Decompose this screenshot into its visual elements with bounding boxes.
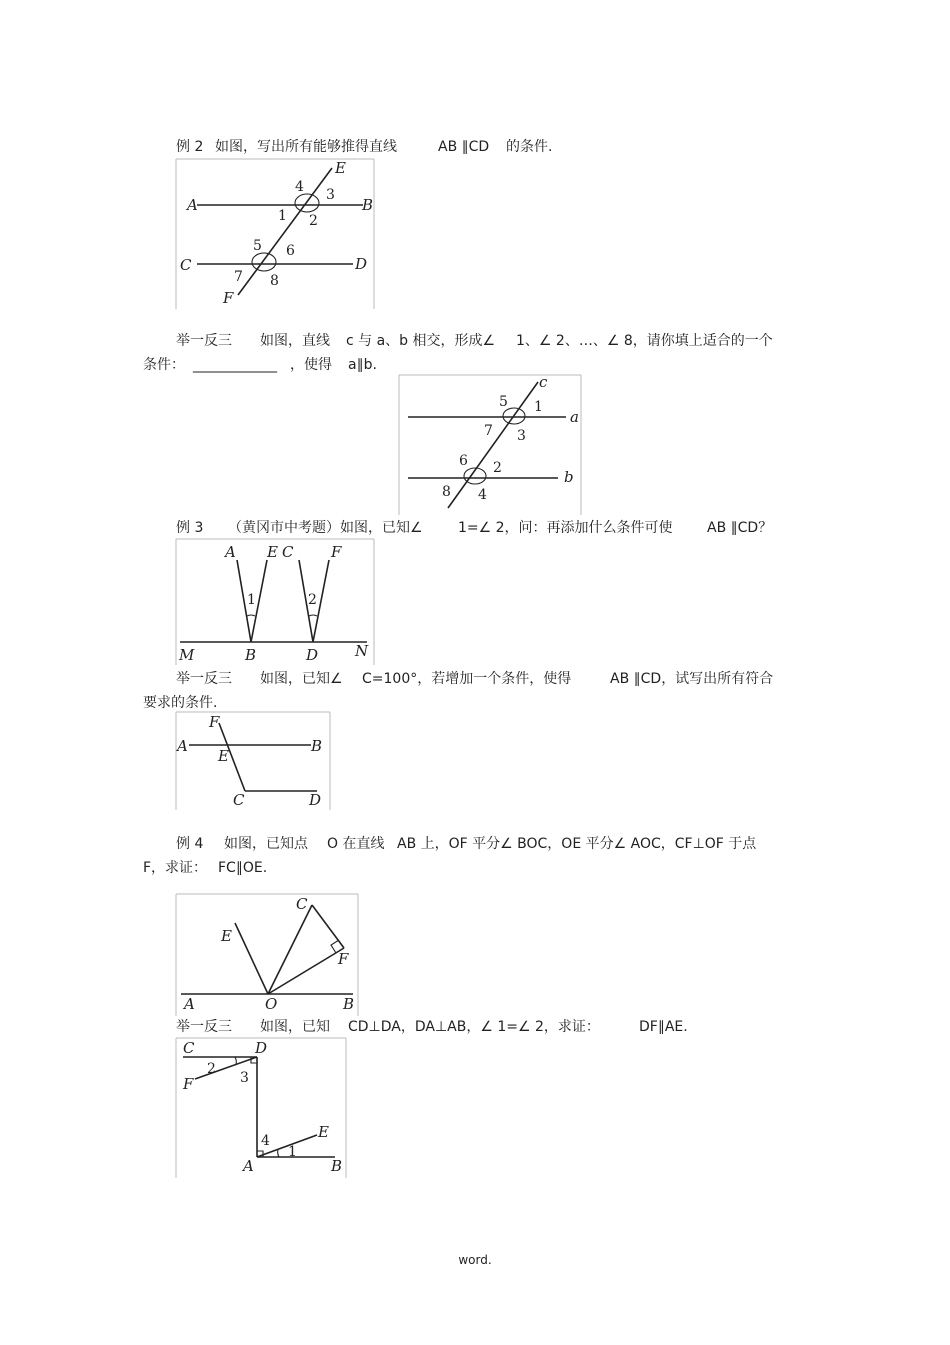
point-D-label: D	[255, 1039, 268, 1057]
point-A-label: A	[177, 737, 188, 755]
angle-3-label: 3	[326, 187, 335, 203]
practice-2-line2: 要求的条件.	[143, 695, 218, 711]
figure-practice-3	[175, 1037, 347, 1179]
point-F-label: F	[331, 543, 342, 561]
angle-6-label: 6	[459, 453, 468, 469]
point-B-label: B	[331, 1157, 343, 1175]
point-A-label: A	[243, 1157, 254, 1175]
point-D-label: D	[355, 255, 368, 273]
line-c-label: c	[539, 374, 548, 391]
point-D-label: D	[309, 791, 322, 809]
practice-1-line1a: 如图，直线	[260, 333, 330, 349]
line-b-label: b	[564, 468, 574, 486]
point-D-label: D	[306, 646, 319, 664]
example-4-line1b: O 在直线	[327, 836, 385, 852]
angle-7-label: 7	[484, 423, 493, 439]
point-O-label: O	[265, 995, 278, 1013]
angle-4-label: 4	[295, 179, 304, 195]
point-A-label: A	[225, 543, 236, 561]
practice-1-line1b: c 与 a、b 相交，形成∠	[346, 333, 496, 349]
angle-1-label: 1	[247, 592, 256, 608]
practice-2-label: 举一反三	[176, 671, 232, 687]
point-C-label: C	[282, 543, 294, 561]
example-4-line2b: FC∥OE.	[218, 860, 268, 876]
angle-4-label: 4	[478, 487, 487, 503]
practice-3-line1c: DF∥AE.	[639, 1019, 688, 1035]
point-E-label: E	[318, 1123, 329, 1141]
point-E-label: E	[267, 543, 278, 561]
point-A-label: A	[187, 196, 198, 214]
angle-2-label: 2	[493, 460, 502, 476]
example-4-line2a: F，求证：	[143, 860, 208, 876]
example-4-line1c: AB 上，OF 平分∠ BOC，OE 平分∠ AOC，CF⊥OF 于点	[397, 836, 757, 852]
example-3-label: 例 3	[176, 520, 204, 536]
figure-practice-1	[398, 374, 582, 516]
example-2-label: 例 2	[176, 139, 204, 155]
point-B-label: B	[343, 995, 355, 1013]
practice-1-line1c: 1、∠ 2、…、∠ 8，请你填上适合的一个	[516, 333, 773, 349]
practice-1-line2b: ，使得	[290, 357, 332, 373]
point-B-label: B	[311, 737, 323, 755]
figure-example-4	[175, 893, 359, 1017]
example-4-line1a: 如图，已知点	[224, 836, 308, 852]
figure-practice-2	[175, 711, 331, 811]
page-footer: word.	[458, 1253, 492, 1267]
figure-example-3	[175, 538, 375, 666]
point-N-label: N	[355, 642, 369, 660]
angle-5-label: 5	[499, 394, 508, 410]
point-C-label: C	[180, 256, 192, 274]
point-C-label: C	[233, 791, 245, 809]
example-3-text2: 1=∠ 2，问：再添加什么条件可使	[458, 520, 673, 536]
point-F-label: F	[223, 289, 234, 307]
point-E-label: E	[221, 927, 232, 945]
point-F-label: F	[209, 713, 220, 731]
angle-1-label: 1	[278, 208, 287, 224]
practice-3-line1b: CD⊥DA，DA⊥AB，∠ 1=∠ 2，求证：	[348, 1019, 600, 1035]
angle-2-label: 2	[207, 1061, 216, 1077]
angle-8-label: 8	[442, 484, 451, 500]
point-C-label: C	[296, 895, 308, 913]
point-M-label: M	[179, 646, 195, 664]
example-2-relation: AB ∥CD	[438, 139, 490, 155]
practice-3-label: 举一反三	[176, 1019, 232, 1035]
point-E-label: E	[218, 747, 229, 765]
point-E-label: E	[335, 159, 346, 177]
angle-1-label: 1	[288, 1144, 297, 1160]
practice-2-line1b: C=100°，若增加一个条件，使得	[362, 671, 572, 687]
angle-2-label: 2	[308, 592, 317, 608]
point-F-label: F	[183, 1075, 194, 1093]
practice-1-line2c: a∥b.	[348, 357, 377, 373]
example-3-relation: AB ∥CD？	[707, 520, 773, 536]
angle-5-label: 5	[253, 238, 262, 254]
angle-6-label: 6	[286, 243, 295, 259]
angle-3-label: 3	[517, 428, 526, 444]
angle-1-label: 1	[534, 399, 543, 415]
angle-7-label: 7	[234, 269, 243, 285]
practice-3-line1a: 如图，已知	[260, 1019, 330, 1035]
point-C-label: C	[183, 1039, 195, 1057]
angle-3-label: 3	[240, 1070, 249, 1086]
angle-8-label: 8	[270, 273, 279, 289]
example-3-text: （黄冈市中考题）如图，已知∠	[228, 520, 423, 536]
practice-2-line1c: AB ∥CD，试写出所有符合	[610, 671, 774, 687]
line-a-label: a	[570, 408, 579, 426]
figure-example-2	[175, 158, 375, 310]
point-B-label: B	[362, 196, 374, 214]
angle-4-label: 4	[261, 1133, 270, 1149]
example-2-tail: 的条件.	[506, 139, 553, 155]
answer-blank[interactable]: ____________	[193, 357, 277, 373]
point-B-label: B	[245, 646, 257, 664]
practice-1-label: 举一反三	[176, 333, 232, 349]
practice-2-line1a: 如图，已知∠	[260, 671, 343, 687]
angle-2-label: 2	[309, 213, 318, 229]
point-A-label: A	[184, 995, 195, 1013]
point-F-label: F	[338, 950, 349, 968]
practice-1-line2a: 条件：	[143, 357, 185, 373]
example-4-label: 例 4	[176, 836, 204, 852]
example-2-text: 如图，写出所有能够推得直线	[215, 139, 397, 155]
